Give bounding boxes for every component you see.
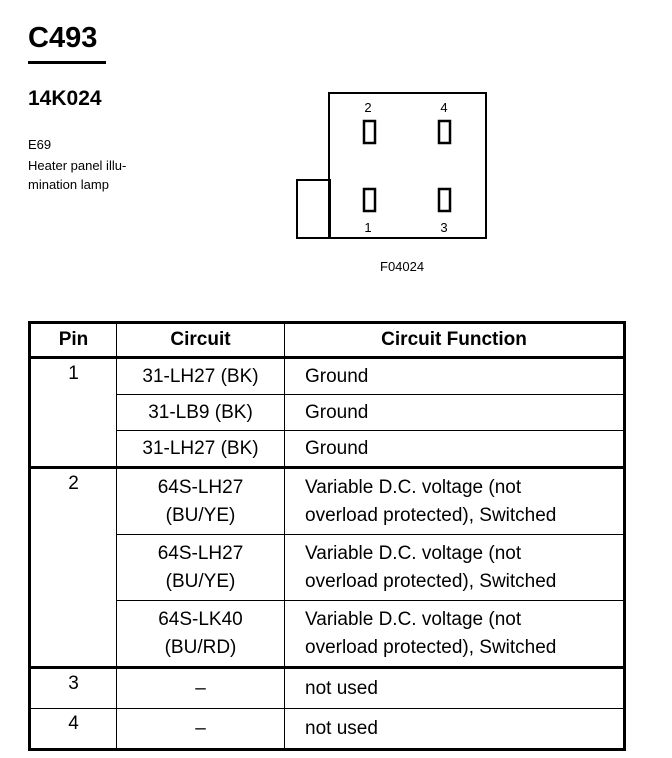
circuit-cell: 31-LB9 (BK) bbox=[117, 395, 285, 431]
connector-title: C493 bbox=[28, 22, 98, 54]
pin-1-terminal bbox=[364, 189, 375, 211]
table-row bbox=[30, 431, 625, 468]
circuit-cell: 64S-LH27 (BU/YE) bbox=[117, 468, 285, 535]
component-code: E69 bbox=[28, 137, 52, 152]
pin-2-terminal bbox=[364, 121, 375, 143]
table-header-row bbox=[30, 323, 625, 358]
header-circuit-function: Circuit Function bbox=[285, 323, 625, 358]
circuit-cell: – bbox=[117, 668, 285, 709]
pin-4-label: 4 bbox=[440, 100, 448, 115]
table-row bbox=[30, 358, 625, 395]
table-row bbox=[30, 395, 625, 431]
header-circuit: Circuit bbox=[117, 323, 285, 358]
connector-latch bbox=[297, 180, 330, 238]
header-pin: Pin bbox=[30, 323, 117, 358]
circuit-cell: 31-LH27 (BK) bbox=[117, 358, 285, 395]
connector-body bbox=[329, 93, 486, 238]
function-cell: Ground bbox=[285, 395, 625, 431]
connector-diagram bbox=[294, 90, 494, 280]
circuit-cell: 64S-LK40 (BU/RD) bbox=[117, 601, 285, 668]
function-cell: Ground bbox=[285, 358, 625, 395]
pin-2-label: 2 bbox=[364, 100, 372, 115]
component-description bbox=[28, 156, 168, 194]
function-cell: not used bbox=[285, 709, 625, 750]
circuit-cell: 31-LH27 (BK) bbox=[117, 431, 285, 468]
description-text: Heater panel illu- mination lamp bbox=[28, 158, 127, 192]
pinout-table bbox=[28, 321, 626, 751]
table-row bbox=[30, 668, 625, 709]
pin-1-label: 1 bbox=[364, 220, 372, 235]
pin-4-terminal bbox=[439, 121, 450, 143]
table-row bbox=[30, 535, 625, 601]
pin-cell: 4 bbox=[30, 709, 117, 750]
pin-cell: 1 bbox=[30, 358, 117, 468]
title-underline bbox=[28, 61, 106, 64]
table-row bbox=[30, 468, 625, 535]
function-cell: Variable D.C. voltage (not overload protected), Switched bbox=[285, 601, 625, 668]
function-cell: Variable D.C. voltage (not overload protected), Switched bbox=[285, 468, 625, 535]
pin-cell: 3 bbox=[30, 668, 117, 709]
function-cell: Ground bbox=[285, 431, 625, 468]
table-row bbox=[30, 709, 625, 750]
pin-3-terminal bbox=[439, 189, 450, 211]
circuit-cell: 64S-LH27 (BU/YE) bbox=[117, 535, 285, 601]
pin-cell: 2 bbox=[30, 468, 117, 668]
table-row bbox=[30, 601, 625, 668]
pin-3-label: 3 bbox=[440, 220, 448, 235]
function-cell: Variable D.C. voltage (not overload protected), Switched bbox=[285, 535, 625, 601]
function-cell: not used bbox=[285, 668, 625, 709]
figure-id: F04024 bbox=[380, 259, 425, 274]
circuit-cell: – bbox=[117, 709, 285, 750]
part-number: 14K024 bbox=[28, 87, 102, 110]
